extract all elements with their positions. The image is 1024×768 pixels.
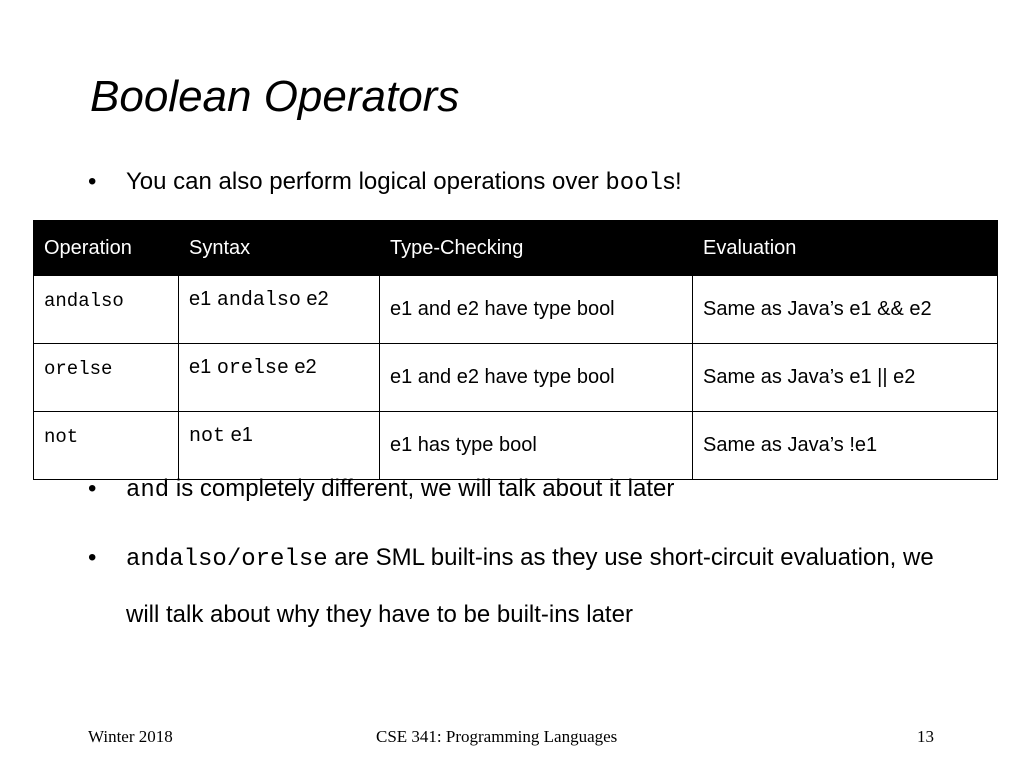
cell-type-checking: e1 and e2 have type bool	[380, 344, 693, 412]
bullet-intro-suffix: s!	[663, 168, 682, 195]
syntax-code: not	[189, 425, 226, 448]
syntax-part: e2	[300, 288, 329, 310]
bullet-andalso-orelse-text: are SML built-ins as they use short-circuit evaluation, we will talk about why they have to be built-ins later	[126, 544, 934, 628]
footer-term: Winter 2018	[88, 727, 173, 746]
operators-table	[33, 220, 998, 480]
cell-type-checking: e1 and e2 have type bool	[380, 276, 693, 344]
cell-type-checking: e1 has type bool	[380, 412, 693, 480]
cell-operation: orelse	[34, 344, 179, 412]
table-header-row	[34, 221, 998, 276]
table-row	[34, 276, 998, 344]
cell-syntax	[179, 276, 380, 344]
syntax-part: e1	[189, 288, 217, 310]
bullet-intro	[88, 165, 682, 200]
footer-page-number: 13	[917, 727, 934, 746]
syntax-part: e1	[189, 356, 217, 378]
cell-operation: not	[34, 412, 179, 480]
bullet-marker: •	[88, 544, 97, 571]
syntax-part: e2	[288, 356, 317, 378]
cell-evaluation: Same as Java’s e1 || e2	[693, 344, 998, 412]
cell-evaluation: Same as Java’s e1 && e2	[693, 276, 998, 344]
cell-syntax	[179, 344, 380, 412]
header-syntax: Syntax	[179, 221, 380, 276]
table-row	[34, 412, 998, 480]
bullet-and-code: and	[126, 477, 170, 504]
bullet-andalso-orelse	[88, 530, 966, 642]
syntax-code: orelse	[216, 357, 289, 380]
bullet-marker: •	[88, 168, 97, 195]
bullet-andalso-orelse-code: andalso/orelse	[126, 546, 328, 573]
bullet-intro-code: bool	[605, 170, 663, 197]
bullet-and	[88, 472, 675, 507]
bullet-intro-text: You can also perform logical operations over	[126, 168, 606, 195]
bullet-and-text: is completely different, we will talk about it later	[169, 475, 675, 502]
header-type-checking: Type-Checking	[380, 221, 693, 276]
cell-evaluation: Same as Java’s !e1	[693, 412, 998, 480]
syntax-part: e1	[225, 424, 253, 446]
cell-syntax	[179, 412, 380, 480]
footer-course: CSE 341: Programming Languages	[376, 727, 618, 746]
syntax-code: andalso	[216, 289, 301, 312]
bullet-marker: •	[88, 475, 97, 502]
table-row	[34, 344, 998, 412]
header-operation: Operation	[34, 221, 179, 276]
header-evaluation: Evaluation	[693, 221, 998, 276]
slide-title: Boolean Operators	[90, 72, 460, 121]
cell-operation: andalso	[34, 276, 179, 344]
